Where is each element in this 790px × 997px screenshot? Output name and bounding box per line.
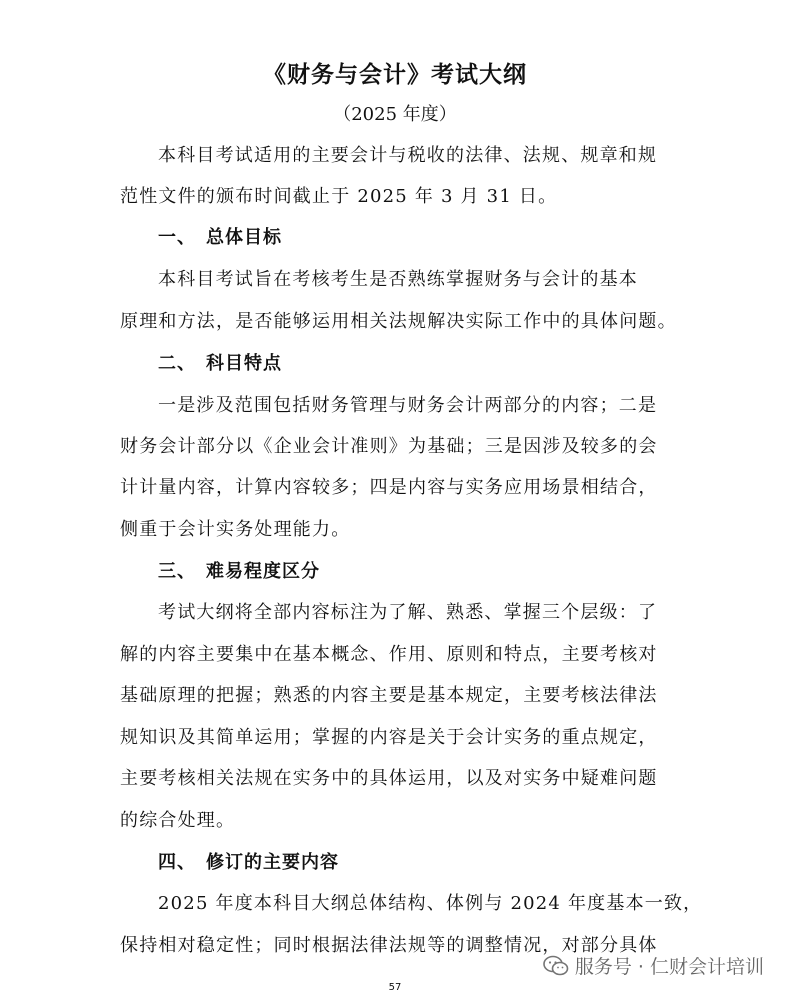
paragraph-line: 考试大纲将全部内容标注为了解、熟悉、掌握三个层级：了: [158, 602, 658, 623]
section-title: 总体目标: [206, 227, 282, 248]
section-title: 修订的主要内容: [206, 852, 339, 873]
paragraph-line: 基础原理的把握；熟悉的内容主要是基本规定，主要考核法律法: [120, 685, 658, 706]
paragraph-line: 侧重于会计实务处理能力。: [120, 519, 351, 540]
section-heading-2: [158, 352, 282, 376]
wechat-icon: [543, 955, 569, 977]
intro-line: 范性文件的颁布时间截止于 2025 年 3 月 31 日。: [120, 186, 558, 207]
paragraph-line: 一是涉及范围包括财务管理与财务会计两部分的内容；二是: [158, 395, 658, 416]
paragraph-line: 原理和方法，是否能够运用相关法规解决实际工作中的具体问题。: [120, 311, 677, 332]
watermark: [543, 952, 764, 979]
paragraph-line: 保持相对稳定性；同时根据法律法规等的调整情况，对部分具体: [120, 935, 658, 956]
document-year: （2025 年度）: [333, 104, 457, 125]
paragraph-line: 财务会计部分以《企业会计准则》为基础；三是因涉及较多的会: [120, 436, 658, 457]
section-number: 三、: [158, 561, 196, 582]
page-number: 57: [388, 982, 402, 993]
section-heading-1: [158, 226, 282, 250]
paragraph-line: 2025 年度本科目大纲总体结构、体例与 2024 年度基本一致，: [158, 893, 703, 914]
section-title: 难易程度区分: [206, 561, 320, 582]
paragraph-line: 计计量内容，计算内容较多；四是内容与实务应用场景相结合，: [120, 477, 658, 498]
document-title: 《财务与会计》考试大纲: [263, 62, 527, 88]
section-number: 四、: [158, 852, 196, 873]
paragraph-line: 本科目考试旨在考核考生是否熟练掌握财务与会计的基本: [158, 269, 638, 290]
intro-line: 本科目考试适用的主要会计与税收的法律、法规、规章和规: [158, 145, 658, 166]
paragraph-line: 规知识及其简单运用；掌握的内容是关于会计实务的重点规定，: [120, 727, 658, 748]
paragraph-line: 的综合处理。: [120, 810, 236, 831]
paragraph-line: 解的内容主要集中在基本概念、作用、原则和特点，主要考核对: [120, 644, 658, 665]
section-title: 科目特点: [206, 353, 282, 374]
section-heading-3: [158, 560, 320, 584]
section-number: 二、: [158, 353, 196, 374]
section-heading-4: [158, 851, 339, 875]
paragraph-line: 主要考核相关法规在实务中的具体运用，以及对实务中疑难问题: [120, 768, 658, 789]
section-number: 一、: [158, 227, 196, 248]
watermark-text: 服务号 · 仁财会计培训: [574, 956, 764, 978]
